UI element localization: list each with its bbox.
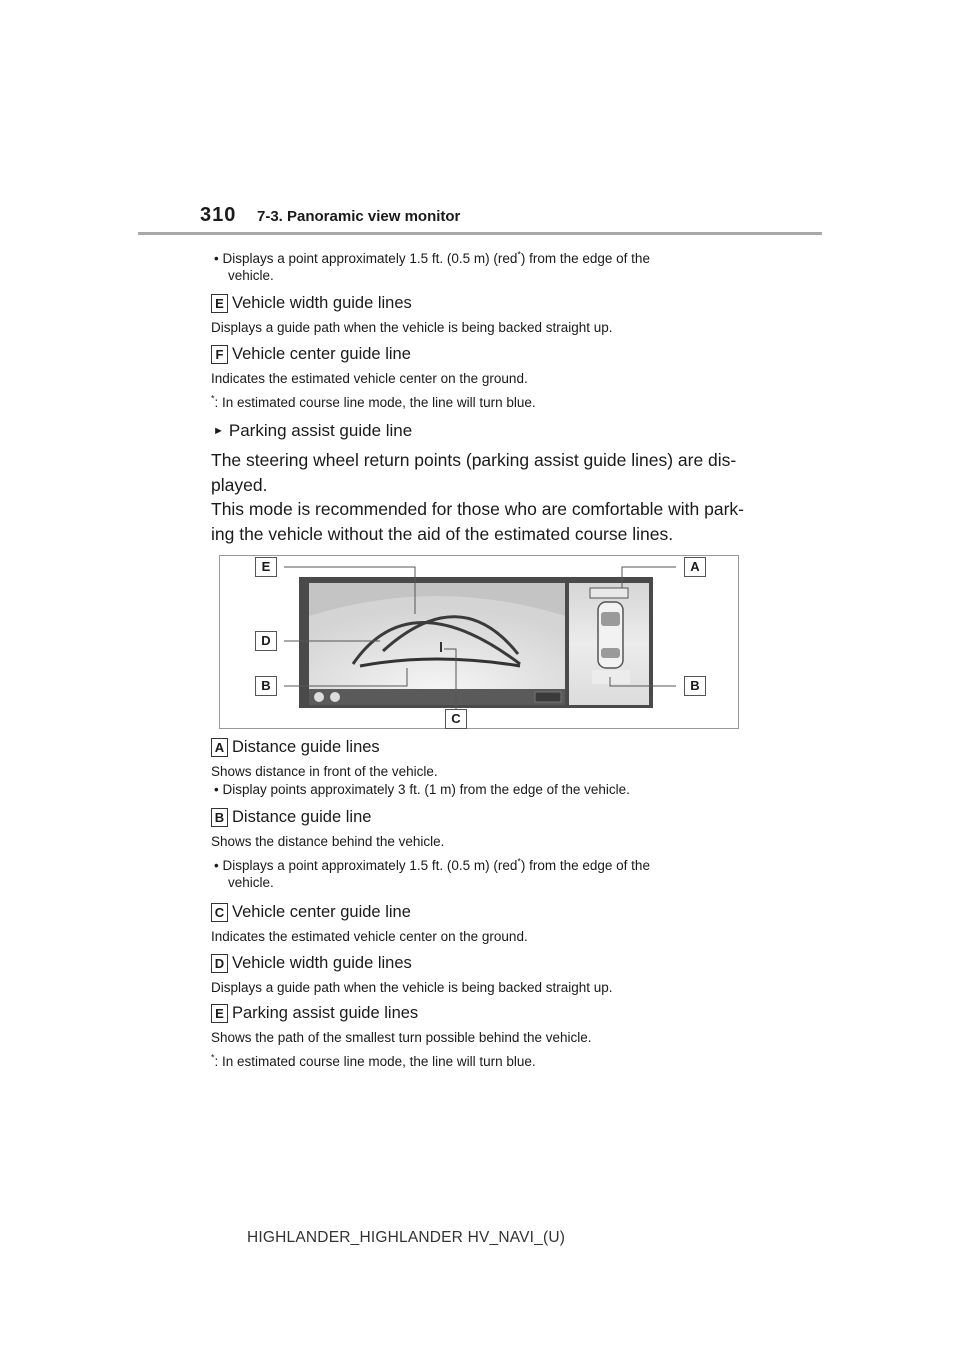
item-d-description: Displays a guide path when the vehicle is being backed straight up.	[211, 980, 613, 995]
footnote: *: In estimated course line mode, the line will turn blue.	[211, 393, 536, 410]
mode-paragraph-2: This mode is recommended for those who are comfortable with park- ing the vehicle without the aid of the estimated course lines.	[211, 499, 745, 544]
badge-e2: E	[211, 1004, 228, 1023]
front-distance-guide	[590, 588, 628, 598]
item-f-title: Vehicle center guide line	[232, 345, 411, 363]
callout-a: A	[684, 557, 706, 577]
badge-e: E	[211, 294, 228, 313]
section-title: 7-3. Panoramic view monitor	[257, 208, 461, 225]
item-e-heading	[211, 293, 412, 313]
item-c-title: Vehicle center guide line	[232, 903, 411, 921]
item-a-description: Shows distance in front of the vehicle.	[211, 764, 438, 779]
item-a-heading	[211, 737, 380, 757]
item-a-bullet: • Display points approximately 3 ft. (1 m) from the edge of the vehicle.	[214, 782, 630, 797]
header-rule	[138, 232, 822, 235]
callout-e: E	[255, 557, 277, 577]
badge-f: F	[211, 345, 228, 364]
item-b-bullet: • Displays a point approximately 1.5 ft. (0.5 m) (red*) from the edge of the vehicle.	[214, 856, 650, 890]
item-f-description: Indicates the estimated vehicle center on the ground.	[211, 371, 528, 386]
item-c-description: Indicates the estimated vehicle center on the ground.	[211, 929, 528, 944]
item-e-title: Vehicle width guide lines	[232, 294, 412, 312]
item-a-title: Distance guide lines	[232, 738, 380, 756]
item-b-title: Distance guide line	[232, 808, 372, 826]
camera-icon-2	[330, 692, 340, 702]
badge-a: A	[211, 738, 228, 757]
item-e2-description: Shows the path of the smallest turn possible behind the vehicle.	[211, 1030, 592, 1045]
car-rear-window	[601, 648, 620, 658]
callout-b-right: B	[684, 676, 706, 696]
arrow-right-icon: ►	[213, 425, 224, 437]
car-windshield	[601, 612, 620, 626]
bullet-red-distance: • Displays a point approximately 1.5 ft. (0.5 m) (red*) from the edge of the vehicle.	[214, 249, 650, 283]
mode-title: Parking assist guide line	[228, 421, 413, 440]
mode-heading	[213, 421, 412, 441]
badge-d: D	[211, 954, 228, 973]
item-e-description: Displays a guide path when the vehicle is being backed straight up.	[211, 320, 613, 335]
footer-model-code: HIGHLANDER_HIGHLANDER HV_NAVI_(U)	[247, 1229, 566, 1246]
item-b-bullet-continuation: vehicle.	[228, 875, 274, 890]
item-f-heading	[211, 344, 411, 364]
callout-d: D	[255, 631, 277, 651]
item-d-title: Vehicle width guide lines	[232, 954, 412, 972]
badge-c: C	[211, 903, 228, 922]
item-b-description: Shows the distance behind the vehicle.	[211, 834, 445, 849]
camera-icon-1	[314, 692, 324, 702]
item-b-heading	[211, 807, 371, 827]
camera-bottom-bar	[309, 689, 565, 705]
bullet-continuation: vehicle.	[228, 268, 274, 283]
camera-toggle-button	[535, 692, 561, 702]
bottom-footnote: *: In estimated course line mode, the line will turn blue.	[211, 1052, 536, 1069]
car-icon	[598, 602, 623, 668]
page-number: 310	[200, 204, 237, 226]
monitor-illustration	[220, 556, 738, 728]
item-d-heading	[211, 953, 412, 973]
callout-c: C	[445, 709, 467, 729]
callout-b-left: B	[255, 676, 277, 696]
mode-paragraph-1: The steering wheel return points (parking assist guide lines) are dis- played.	[211, 450, 737, 495]
rear-distance-zone	[592, 670, 630, 684]
item-c-heading	[211, 902, 411, 922]
badge-b: B	[211, 808, 228, 827]
item-e2-heading	[211, 1003, 418, 1023]
monitor-figure	[219, 555, 739, 729]
item-e2-title: Parking assist guide lines	[232, 1004, 419, 1022]
